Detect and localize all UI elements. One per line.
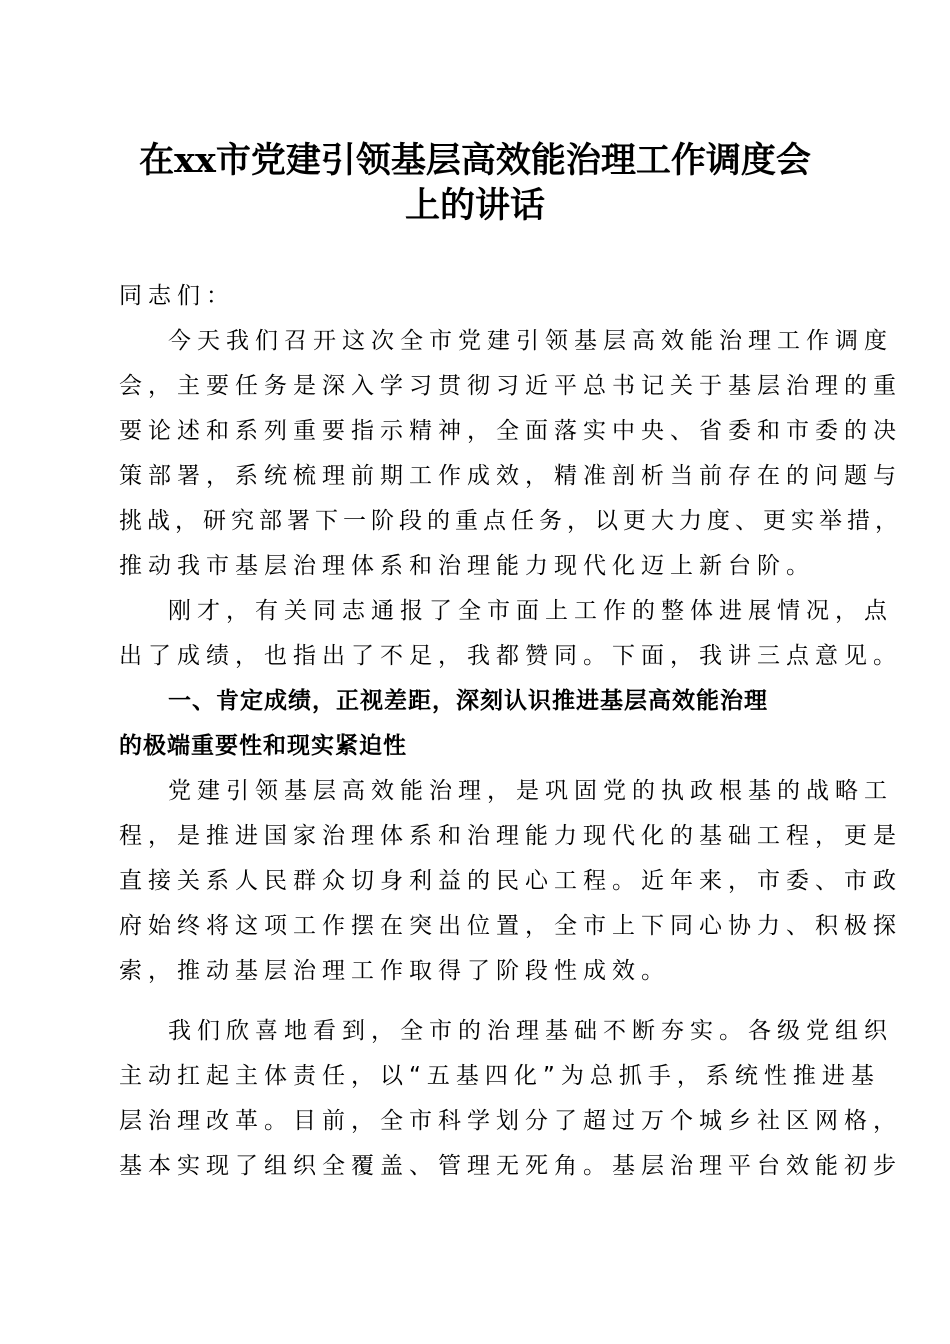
body-line: 府始终将这项工作摆在突出位置，全市上下同心协力、积极探 — [119, 913, 902, 939]
body-line: 程，是推进国家治理体系和治理能力现代化的基础工程，更是 — [119, 823, 902, 849]
body-line: 刚才，有关同志通报了全市面上工作的整体进展情况，点 — [168, 598, 893, 624]
document-title-line-2: 上的讲话 — [404, 185, 545, 226]
body-line: 策部署，系统梳理前期工作成效，精准剖析当前存在的问题与 — [119, 463, 902, 489]
body-line: 索，推动基层治理工作取得了阶段性成效。 — [119, 958, 670, 984]
body-line: 主动扛起主体责任，以“五基四化”为总抓手，系统性推进基 — [119, 1063, 880, 1089]
body-line: 挑战，研究部署下一阶段的重点任务，以更大力度、更实举措， — [119, 508, 903, 534]
body-line: 党建引领基层高效能治理，是巩固党的执政根基的战略工 — [168, 778, 893, 804]
section-heading-line-2: 的极端重要性和现实紧迫性 — [119, 733, 407, 759]
body-line: 推动我市基层治理体系和治理能力现代化迈上新台阶。 — [119, 553, 815, 579]
body-line: 基本实现了组织全覆盖、管理无死角。基层治理平台效能初步 — [119, 1153, 902, 1179]
document-title-line-1: 在xx市党建引领基层高效能治理工作调度会 — [139, 140, 811, 181]
body-line: 要论述和系列重要指示精神，全面落实中央、省委和市委的决 — [119, 418, 902, 444]
salutation: 同志们： — [119, 283, 235, 309]
body-line: 出了成绩，也指出了不足，我都赞同。下面，我讲三点意见。 — [119, 643, 902, 669]
body-line: 直接关系人民群众切身利益的民心工程。近年来，市委、市政 — [119, 868, 902, 894]
body-line: 我们欣喜地看到，全市的治理基础不断夯实。各级党组织 — [168, 1018, 893, 1044]
section-heading-line-1: 一、肯定成绩，正视差距，深刻认识推进基层高效能治理 — [168, 688, 768, 714]
body-line: 层治理改革。目前，全市科学划分了超过万个城乡社区网格， — [119, 1108, 902, 1134]
body-line: 今天我们召开这次全市党建引领基层高效能治理工作调度 — [168, 328, 893, 354]
body-line: 会，主要任务是深入学习贯彻习近平总书记关于基层治理的重 — [119, 373, 902, 399]
